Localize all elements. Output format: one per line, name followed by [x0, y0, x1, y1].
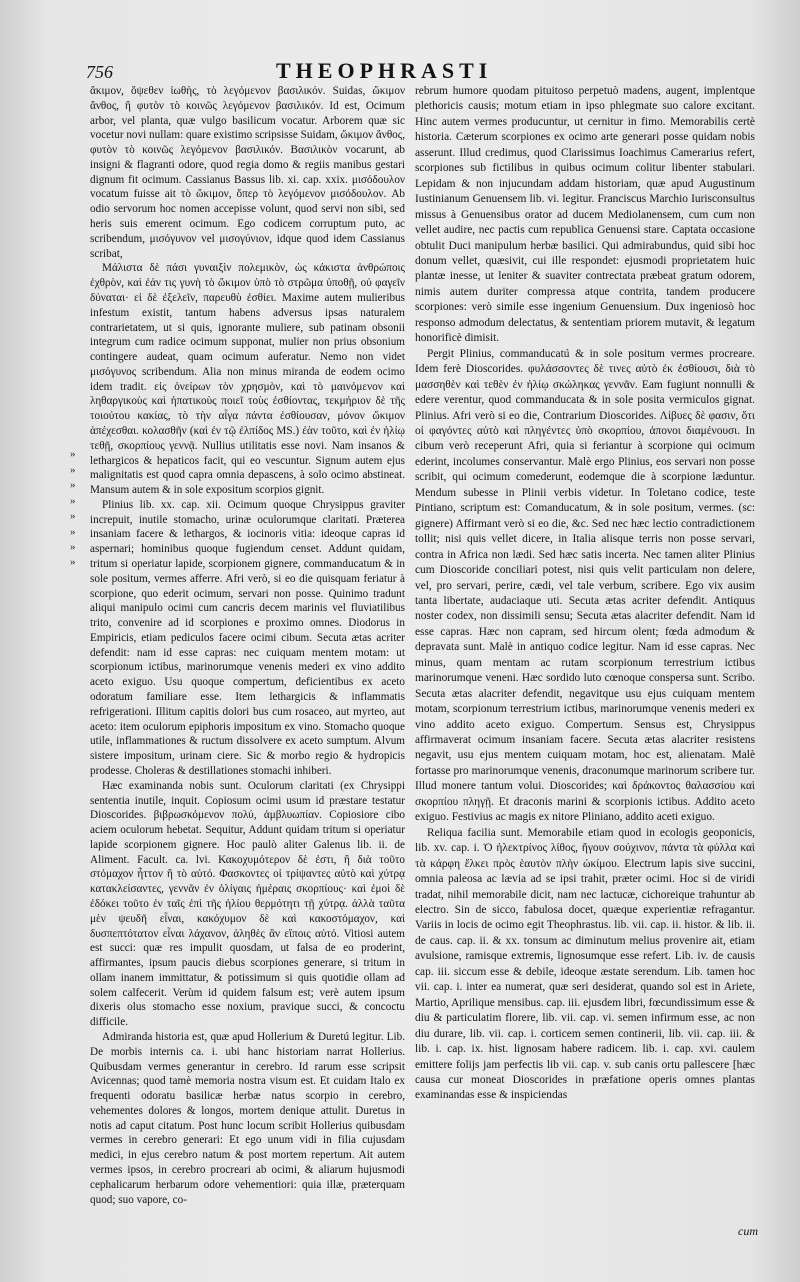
page-number: 756 [86, 62, 113, 82]
margin-mark: » [70, 541, 76, 553]
margin-mark: » [70, 448, 76, 460]
margin-mark: » [70, 556, 76, 568]
right-column [415, 84, 755, 1104]
paragraph: Pergit Plinius, commanducatú & in sole positum vermes procreare. Idem ferè Dioscorides. φυλάσσοντες δὲ τινες αὐτὸ ἐκ ἐσθίουσι, διὰ τὸ μασσηθὲν καὶ τεθὲν ἐν ἡλίῳ σκώληκας γεννᾶν. Eam fugiunt nonnulli & edere verentur, quod commanducata & in sole posita vermiculos gignat. Plinius. Afri verò si eo die, Contrarium Dioscorides. Λίβυες δὲ φασιν, ὅτι οἱ φαγόντες αὐτὸ καὶ πληγέντες ὑπὸ σκορπίου, ἀπονοι διαμένουσι. In cibum verò receperunt Afri, quia si feriantur à scorpione qui ocimum ederint, incolumes conservantur. Malè ergo Plinius, eos servari non posse scribit, qui ocimum comederunt, eodemque die à scorpione læduntur. Mendum subesse in Plinii verbis videtur. In Toletano codice, teste Pintiano, scriptum est: Comanducatum, & in sole positum, vermes. (sc: gignere) Affirmant verò si eo die, &c. Sed nec hæc lectio contradictionem tollit; nisi quis vellet dicere, in Italia alisque terris non posse servari, contra in Africa non lædi. Sed hæc satis incerta. Nec tamen aliter Plinius cum Dioscoride conciliari potest, nisi quis velit particulam non delere, vel, pro servari, perire, cædi, vel tale verbum, scribere. Ego vix ausim tanta libertate, audaciaque uti. Secuta ætas acriter defendit. Antiquus noster codex, non dissimili sensu; Secuta ætas alacriter defendit. Nam id esse capras. Hæc non capram, sed hircum olent; fœda admodum & depravata sunt. Malè in antiquo codice legitur. Nam id esse capras. Nec minus, quam mentam ac rutam scorpionum terrestrium ictibus marinorumque veneni. Hæc sordido luto cœnoque conspersa sunt. Scribo. Secuta ætas alacriter defendit, negavitque usu ejus cuiquam mentem motam, scorpionum terrestrium ictibus, marinorumque venenis mederi ex vino addito aceto exiguo. Compertum. Sensus est, Chrysippus affirmaverat ocimum insaniam facere. Secuta ætas alacriter resistens negavit, usu ejus mentem cuiquam motam, hoc est, alienatam. Malè fortasse pro marinorumque venenis, draconumque marinorum scribere tur. Illud monere tantum volui. Dioscorides; καὶ δράκοντος θαλασσίου καὶ σκορπίου πληγῇ. Et draconis marini & scorpionis ictibus. Addito aceto exiguo. Festivius ac magis ex nitore Pliniano, addito aceti exiguo. [415, 347, 755, 824]
left-column [90, 84, 405, 1207]
paragraph: Plinius lib. xx. cap. xii. Ocimum quoque Chrysippus graviter increpuit, inutile stomacho, urinæ oculorumque claritati. Præterea insaniam facere & lethargos, & iocinoris vitia: ideoque capras id aspernari; hominibus quoque fugiendum censet. Addunt quidam, tritum si operiatur lapide, scorpionem gignere, commanducatum & in sole positum, vermes afferre. Afri verò, si eo die quisquam feriatur à scorpione, quo ederit ocimum, servari non posse. Quinimo tradunt aliqui manipulo ocimi cum cancris decem marinis vel fluviatilibus trito, convenire ad id scorpiones e proximo omnes. Diodorus in Empiricis, etiam pediculos facere ocimi cibum. Secuta ætas acriter defendit: nam id esse capras: nec cuiquam mentem motam: ut scorpionum ictibus, marinorumque venenis mederi ex vino addito aceto exiguo. Usu quoque compertum, deficientibus ex aceto odoratum familiare esse. Item lethargicis & inflammatis refrigerationi. Illitum capitis dolori bus cum rosaceo, aut myrteo, aut aceto: item oculorum epiphoris impositum ex vino. Stomacho quoque utile, inflammationes & ructum dissolvere ex aceto sumptum. Alvum sistere impositum, urinam ciere. Sic & morbo regio & hydropicis prodesse. Choleras & destillationes stomachi inhiberi. [90, 498, 405, 777]
margin-mark: » [70, 526, 76, 538]
paragraph: rebrum humore quodam pituitoso perpetuò madens, augent, implentque plethoricis causis; motum etiam in ipso phlegmate suo calore excitant. Hinc autem vermes producuntur, ut cernitur in fimo. Memorabilis certè historia. Cæterum scorpiones ex ocimo arte generari posse quidam nobis asserunt. Illud credimus, quod Clarissimus Ioachimus Camerarius refert, scorpiones sub fictilibus in quibus ocimum colitur libenter stabulari. Lepidam & non injucundam addam historiam, quæ apud Augustinum Iustinianum Genuensem lib. vi. legitur. Franciscus Marchio Iurisconsultus missus à Genuensibus orator ad ducem Mediolanensem, cum cum non vellet audire, nec pactis cum republica Genuensi stare. Captata occasione obtulit Duci manipulum herbæ basilici. Qui admirabundus, quid sibi hoc donum vellet, quæsivit, cui ille respondet: ejusmodi proprietatem huic plantæ inesse, ut leniter & suaviter contrectata præbeat gratum odorem, nimis autem duriter compressa atque contrita, tandem producere scorpiones: verò simile esse ingenium Genuensium. Dux ingeniosò hoc responso admodum delectatus, & sententiam priorem mutavit, & legatum honorificè dimisit. [415, 85, 755, 345]
paragraph: Reliqua facilia sunt. Memorabile etiam quod in ecologis geoponicis, lib. xv. cap. i. Ὁ ἠλεκτρίνος λίθος, ἤγουν σούχινον, πάντα τὰ φύλλα καὶ τὰ κάρφη ἕλκει πρὸς ἑαυτὸν πλὴν ὠκίμου. Electrum lapis sive succini, omnia paleosa ac lævia ad se ipsi trahit, præter ocimi. Hoc si de viridi tradat, nihil memorabile dicit, nam nec lactucæ, cichoreique trahuntur ab electro. Sin de sicco, fabulosa docet, quæque experientiæ refragantur. Variis in locis de ocimo egit Theophrastus. lib. vii. cap. ii. histor. & lib. ii. de caus. cap. ii. & xx. tonsum ac diminutum melius provenire ait, etiam avulsione, ramisque extremis, lignosumque esse refert. Lib. iv. de causis cap. iii. siccum esse & debile, ideoque æstate serendum. Lib. tamen hoc vii. cap. i. inter ea numerat, quæ seri desiderat, quando sol est in Ariete, Martio, Aprilique mensibus. cap. iii. ejusdem libri, fœcundissimum esse & diu & particulatim florere, lib. vii. cap. vi. semen infirmum esse, ac non diu durare, lib. vii. cap. i. corticem semen continerii, lib. vii. cap. iii. & lib. i. cap. ix. hist. lignosam habere radicem. lib. i. cap. xvi. caulem emittere folijs jam perfectis lib vii. cap. v. sub canis ortu pallescere [hæc causa cur moneat Dioscorides in præfatione operis omnes plantas examinandas esse & inspiciendas [415, 826, 755, 1102]
margin-mark: » [70, 495, 76, 507]
paragraph: Hæc examinanda nobis sunt. Oculorum claritati (ex Chrysippi sententia inutile, inquit. Copiosum ocimi usum id præstare testatur Dioscorides. βιβρωσκόμενον πολύ, ἀμβλυωπίαν. Copiosiore cibo aciem oculorum hebetat. Sequitur, Addunt quidam tritum si operiatur lapide scorpionem gignere. Hoc paulò aliter Galenus lib. ii. de Aliment. Facult. ca. lvi. Κακοχυμότερον δὲ ἐστι, ἢ διὰ τοῦτο στόμαχον ἧττον ἢ τὸ αὐτό. Φασκοντες οἱ τρίψαντες αὐτὸ καὶ χύτρᾳ κατακλείσαντες, γεννᾶν ἐν ὀλίγαις ἡμέραις σκορπίους· καὶ ἐμοὶ δὲ ἐδόκει τοῦτο ἐν ταῖς ἐπὶ τῆς ἡλίου θερμότητι τῇ χύτρᾳ. ἀλλὰ ταῦτα μὲν ψευδῆ εἶναι, κακόχυμον δὲ καὶ κακοστόμαχον, καὶ δυσπεπτότατον εἶναι λάχανον, ἀληθὲς ἂν εἴποις αὐτό. Vitiosi autem est succi: quæ res impulit quosdam, ut falsa de eo proderint, affirmantes, ipsum paucis diebus scorpiones generare, si tritum in ollam inanem immittatur, & potissimum si quis quotidie ollam ad solem calfecerit. Verùm id quidem falsum est; verè autem ipsum dixeris olus stomacho esse noxium, pravique succi, & concoctu difficile. [90, 779, 405, 1029]
paragraph: Admiranda historia est, quæ apud Hollerium & Duretú legitur. Lib. De morbis internis ca. i. ubi hanc historiam narrat Hollerius. Quibusdam vermes generantur in cerebro. Id rarum esse scripsit Avicennas; quod tamè memoria nostra visum est. Et cuidam Italo ex frequenti odoratu basilicæ herbæ natus scorpio in cerebro, vehementes dolores & longos, mortem denique attulit. Duretus in notis ad caput citatum. Post hunc locum scribit Hollerius quibusdam vermes in cerebro generari: Et ego unum vidi in filia cujusdam medici, in ejus cerebro natum & post mortem repertum. Ait autem vermes ipsos, in cerebro procreari ab ocimi, & aliarum hujusmodi cephalicarum herbarum odore vehementiori: quia illæ, præterquam quod; suo vapore, co- [90, 1031, 405, 1206]
paragraph: Μάλιστα δὲ πάσι γυναιξὶν πολεμικὸν, ὡς κάκιστα ἀνθρώποις ἐχθρὸν, καὶ ἐάν τις γυνὴ τὸ ὤκιμον ὑπὸ τὸ στρῶμα ὑποθῇ, οὐ φαγεῖν δύναται· εἰ δὲ ἐξελεῖν, παρευθὺ ἐσθίει. Maxime autem mulieribus infestum existit, tantum habens adversus ipsas naturalem contrarietatem, ut si quis, ignorante muliere, sub patinam obsonii integrum cum radice ocimum supponat, mulier non prius obsonium contingere audeat, quam ocimum auferatur. Nemo non videt μισόγυνος scribendum. Alia non minus miranda de eodem ocimo idem tradit. εἰς ὀνείρων τὸν χρησμὸν, καὶ τὸ μαινόμενον καὶ ληθαργικοὺς καὶ ἠπατικοὺς ποιεῖ τοὺς ἐσθίοντας, τεκμήριον δὲ τῆς τοιούτου κακίας, τὸ τὴν αἶγα πάντα ἐσθίουσαν, μόνον ὤκιμον ἀπέχεσθαι. κολασθῆν (καὶ ἐν τῷ ἐλπίδος MS.) ἐὰν τοῦτο, καὶ ἐν ἡλίῳ τεθῇ, σκορπίους γεννᾷ. Nullius utilitatis esse novi. Nam insanos & lethargicos & hepaticos facit, qui eo vescuntur. Signum autem ejus malignitatis est quod capra omnia depascens, à solo ocimo abstineat. Mansum autem & in sole expositum scorpios gignit. [90, 262, 405, 497]
margin-mark: » [70, 464, 76, 476]
running-title: THEOPHRASTI [276, 58, 493, 83]
catchword: cum [738, 1224, 758, 1238]
margin-mark: » [70, 510, 76, 522]
paragraph: ἄκιμον, ὄψεθεν ἰωθὴς, τὸ λεγόμενον βασιλικόν. Suidas, ὤκιμον ἄνθος, ἢ φυτὸν τὸ κοινῶς λεγόμενον βασιλικόν. Id est, Ocimum arbor, vel planta, quæ vulgo basilicum vocatur. Arborem quæ sic vocetur novi nullam: quare existimo scripsisse Suidam, ὤκιμον ἄνθος, φυτὸν τὸ κοινῶς λεγόμενον βασιλικόν. Βασιλικὸν vocarunt, ab insigni & flagranti odore, quod regia domo & regiis manibus gestari dignum fit ocimum. Cassianus Bassus lib. xi. cap. xxix. μισόδουλον vocatum fuisse ait τὸ ὤκιμον, ὅπερ τὸ λεγόμενον μισόδουλον. Ab odio servorum hoc nomen accepisse volunt, quod servi non sibi, sed heris suis emerent ocimum. Ego codicem corruptum puto, ac scribendum, μισόγυνον vel μισογύνιον, idque quod idem Cassianus scribat, [90, 85, 405, 260]
margin-mark: » [70, 479, 76, 491]
